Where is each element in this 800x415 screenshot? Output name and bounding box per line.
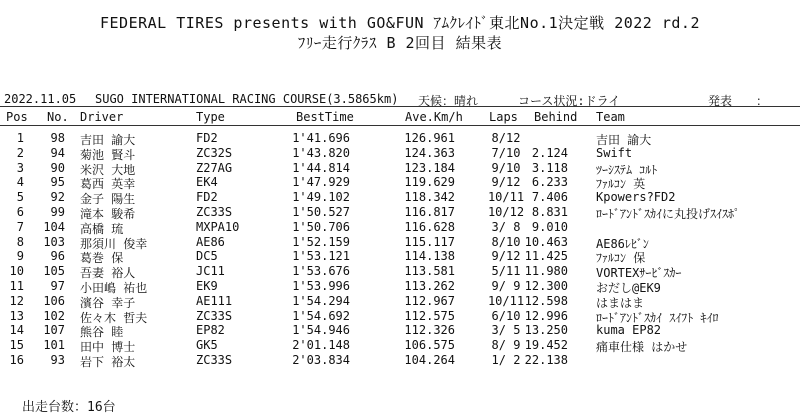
- laps: 8/10: [491, 234, 521, 249]
- car-type: ZC32S: [196, 145, 233, 160]
- car-type: EK4: [196, 175, 218, 190]
- car-type: MXPA10: [196, 219, 240, 234]
- driver-name: 那須川 俊幸: [80, 236, 148, 251]
- team-name: 痛車仕様 はかせ: [596, 340, 688, 355]
- laps: 3/ 5: [491, 323, 521, 338]
- best-time: 1'43.820: [292, 145, 350, 160]
- gap-behind: 12.598: [524, 293, 568, 308]
- gap-behind: 22.138: [524, 352, 568, 367]
- car-number: 101: [43, 338, 65, 353]
- gap-behind: 2.124: [531, 145, 568, 160]
- avg-speed: 106.575: [404, 338, 455, 353]
- gap-behind: 11.425: [524, 249, 568, 264]
- col-besttime: BestTime: [296, 110, 354, 124]
- best-time: 1'54.946: [292, 323, 350, 338]
- driver-name: 菊池 賢斗: [80, 147, 136, 162]
- car-type: FD2: [196, 190, 218, 205]
- col-behind: Behind: [534, 110, 578, 124]
- table-row: [0, 205, 800, 220]
- car-number: 93: [50, 352, 65, 367]
- best-time: 2'03.834: [292, 352, 350, 367]
- team-name: ﾌｧﾙｺﾝ 保: [596, 251, 646, 266]
- laps: 9/10: [491, 160, 521, 175]
- car-number: 92: [50, 190, 65, 205]
- title-line-1: FEDERAL TIRES presents with GO&FUN ｱﾑｸﾚｲﾄﾞ東北No.1決定戦 2022 rd.2: [99, 14, 700, 32]
- laps: 9/ 9: [491, 278, 521, 293]
- car-number: 104: [43, 219, 65, 234]
- avg-speed: 112.575: [404, 308, 455, 323]
- car-type: AE111: [196, 293, 233, 308]
- pos-cell: 5: [16, 190, 24, 205]
- col-team: Team: [596, 110, 625, 124]
- table-row: [0, 161, 800, 176]
- col-type: Type: [196, 110, 225, 124]
- pos-cell: 15: [9, 338, 24, 353]
- gap-behind: 13.250: [524, 323, 568, 338]
- gap-behind: 3.118: [531, 160, 568, 175]
- car-type: EP82: [196, 323, 225, 338]
- team-name: Kpowers?FD2: [596, 190, 676, 205]
- table-row: [0, 249, 800, 264]
- pos-cell: 16: [9, 352, 24, 367]
- table-row: [0, 264, 800, 279]
- pos-cell: 13: [9, 308, 24, 323]
- laps: 10/11: [487, 190, 525, 205]
- avg-speed: 118.342: [404, 190, 455, 205]
- pos-cell: 4: [16, 175, 24, 190]
- course-name: SUGO INTERNATIONAL RACING COURSE(3.5865km): [95, 92, 399, 106]
- table-row: [0, 309, 800, 324]
- car-number: 102: [43, 308, 65, 323]
- col-driver: Driver: [80, 110, 124, 124]
- best-time: 1'53.121: [292, 249, 350, 264]
- car-type: ZC33S: [196, 308, 233, 323]
- pos-cell: 1: [16, 131, 24, 145]
- driver-name: 高橋 琉: [80, 221, 124, 236]
- laps: 3/ 8: [491, 219, 521, 234]
- car-number: 103: [43, 234, 65, 249]
- avg-speed: 116.628: [404, 219, 455, 234]
- event-date: 2022.11.05: [4, 92, 77, 106]
- gap-behind: 6.233: [531, 175, 568, 190]
- table-row: [0, 294, 800, 309]
- table-row: [0, 131, 800, 146]
- laps: 10/12: [487, 204, 525, 219]
- laps: 5/11: [491, 264, 521, 279]
- car-number: 94: [50, 145, 65, 160]
- pos-cell: 6: [16, 204, 24, 219]
- avg-speed: 116.817: [404, 204, 455, 219]
- avg-speed: 115.117: [404, 234, 455, 249]
- header-top-rule: [0, 106, 800, 107]
- car-number: 99: [50, 204, 65, 219]
- table-row: [0, 220, 800, 235]
- weather: 天候：晴れ: [418, 94, 479, 108]
- laps: 6/10: [491, 308, 521, 323]
- best-time: 1'53.996: [292, 278, 350, 293]
- header-bottom-rule: [0, 125, 800, 126]
- car-type: AE86: [196, 234, 225, 249]
- best-time: 1'53.676: [292, 264, 350, 279]
- team-name: はまはま: [596, 295, 645, 310]
- pos-cell: 7: [16, 219, 24, 234]
- gap-behind: 11.980: [524, 264, 568, 279]
- laps: 9/12: [491, 249, 521, 264]
- best-time: 1'47.929: [292, 175, 350, 190]
- results-table: [0, 131, 800, 368]
- driver-name: 佐々木 哲夫: [80, 310, 148, 325]
- pos-cell: 10: [9, 264, 24, 279]
- driver-name: 熊谷 睦: [80, 325, 124, 340]
- announce-time: 発表 ：: [708, 94, 769, 108]
- best-time: 1'44.814: [292, 160, 350, 175]
- gap-behind: 12.300: [524, 278, 568, 293]
- laps: 8/12: [491, 131, 521, 145]
- avg-speed: 119.629: [404, 175, 455, 190]
- best-time: 1'54.692: [292, 308, 350, 323]
- laps: 1/ 2: [491, 352, 521, 367]
- gap-behind: 10.463: [524, 234, 568, 249]
- table-row: [0, 190, 800, 205]
- course-condition: コース状況:ドライ: [518, 94, 621, 108]
- title-line-2: ﾌﾘｰ走行ｸﾗｽ B 2回目 結果表: [297, 34, 503, 52]
- car-number: 95: [50, 175, 65, 190]
- col-avg-speed: Ave.Km/h: [405, 110, 463, 124]
- car-number: 107: [43, 323, 65, 338]
- driver-name: 濱谷 幸子: [80, 295, 136, 310]
- entry-count: 出走台数：16台: [22, 400, 116, 415]
- gap-behind: 7.406: [531, 190, 568, 205]
- gap-behind: 8.831: [531, 204, 568, 219]
- car-type: EK9: [196, 278, 218, 293]
- laps: 8/ 9: [491, 338, 521, 353]
- laps: 10/11: [487, 293, 525, 308]
- best-time: 1'50.706: [292, 219, 350, 234]
- car-type: JC11: [196, 264, 225, 279]
- avg-speed: 126.961: [404, 131, 455, 145]
- gap-behind: 12.996: [524, 308, 568, 323]
- team-name: Swift: [596, 145, 633, 160]
- car-type: GK5: [196, 338, 218, 353]
- car-type: ZC33S: [196, 204, 233, 219]
- car-type: FD2: [196, 131, 218, 145]
- car-number: 105: [43, 264, 65, 279]
- car-number: 106: [43, 293, 65, 308]
- team-name: ﾌｧﾙｺﾝ 英: [596, 177, 646, 192]
- avg-speed: 123.184: [404, 160, 455, 175]
- table-row: [0, 353, 800, 368]
- pos-cell: 14: [9, 323, 24, 338]
- car-type: DC5: [196, 249, 218, 264]
- pos-cell: 12: [9, 293, 24, 308]
- table-row: [0, 175, 800, 190]
- driver-name: 葛巻 保: [80, 251, 124, 266]
- driver-name: 金子 陽生: [80, 192, 136, 207]
- avg-speed: 113.262: [404, 278, 455, 293]
- avg-speed: 112.326: [404, 323, 455, 338]
- avg-speed: 113.581: [404, 264, 455, 279]
- table-row: [0, 279, 800, 294]
- driver-name: 吾妻 裕人: [80, 266, 136, 281]
- avg-speed: 104.264: [404, 352, 455, 367]
- best-time: 1'50.527: [292, 204, 350, 219]
- team-name: ﾛｰﾄﾞｱﾝﾄﾞｽｶｲに丸投げｽｲｽﾎﾟ: [596, 206, 741, 221]
- car-number: 97: [50, 278, 65, 293]
- best-time: 2'01.148: [292, 338, 350, 353]
- col-laps: Laps: [489, 110, 518, 124]
- avg-speed: 114.138: [404, 249, 455, 264]
- best-time: 1'49.102: [292, 190, 350, 205]
- avg-speed: 112.967: [404, 293, 455, 308]
- driver-name: 米沢 大地: [80, 162, 136, 177]
- pos-cell: 9: [16, 249, 24, 264]
- team-name: ﾂｰｼｽﾃﾑ ｺﾙﾄ: [596, 162, 658, 177]
- car-type: Z27AG: [196, 160, 233, 175]
- driver-name: 岩下 裕太: [80, 354, 136, 369]
- car-type: ZC33S: [196, 352, 233, 367]
- car-number: 98: [50, 131, 65, 145]
- laps: 9/12: [491, 175, 521, 190]
- col-no: No.: [47, 110, 69, 124]
- driver-name: 滝本 駿希: [80, 206, 136, 221]
- table-row: [0, 323, 800, 338]
- table-row: [0, 235, 800, 250]
- team-name: kuma EP82: [596, 323, 662, 338]
- team-name: おだし@EK9: [596, 280, 661, 295]
- driver-name: 田中 博士: [80, 340, 136, 355]
- table-row: [0, 338, 800, 353]
- car-number: 96: [50, 249, 65, 264]
- pos-cell: 3: [16, 160, 24, 175]
- gap-behind: 9.010: [531, 219, 568, 234]
- col-pos: Pos: [6, 110, 28, 124]
- table-row: [0, 146, 800, 161]
- driver-name: 葛西 英幸: [80, 177, 136, 192]
- driver-name: 吉田 諭大: [80, 133, 136, 147]
- team-name: 吉田 諭大: [596, 133, 652, 147]
- team-name: ﾛｰﾄﾞｱﾝﾄﾞｽｶｲ ｽｲﾌﾄ ｷｲﾛ: [596, 310, 719, 325]
- team-name: VORTEXｻｰﾋﾞｽｶｰ: [596, 266, 682, 281]
- gap-behind: 19.452: [524, 338, 568, 353]
- best-time: 1'54.294: [292, 293, 350, 308]
- avg-speed: 124.363: [404, 145, 455, 160]
- car-number: 90: [50, 160, 65, 175]
- best-time: 1'52.159: [292, 234, 350, 249]
- driver-name: 小田嶋 祐也: [80, 280, 148, 295]
- pos-cell: 8: [16, 234, 24, 249]
- laps: 7/10: [491, 145, 521, 160]
- pos-cell: 2: [16, 145, 24, 160]
- best-time: 1'41.696: [292, 131, 350, 145]
- pos-cell: 11: [9, 278, 24, 293]
- team-name: AE86ﾚﾋﾞﾝ: [596, 236, 649, 251]
